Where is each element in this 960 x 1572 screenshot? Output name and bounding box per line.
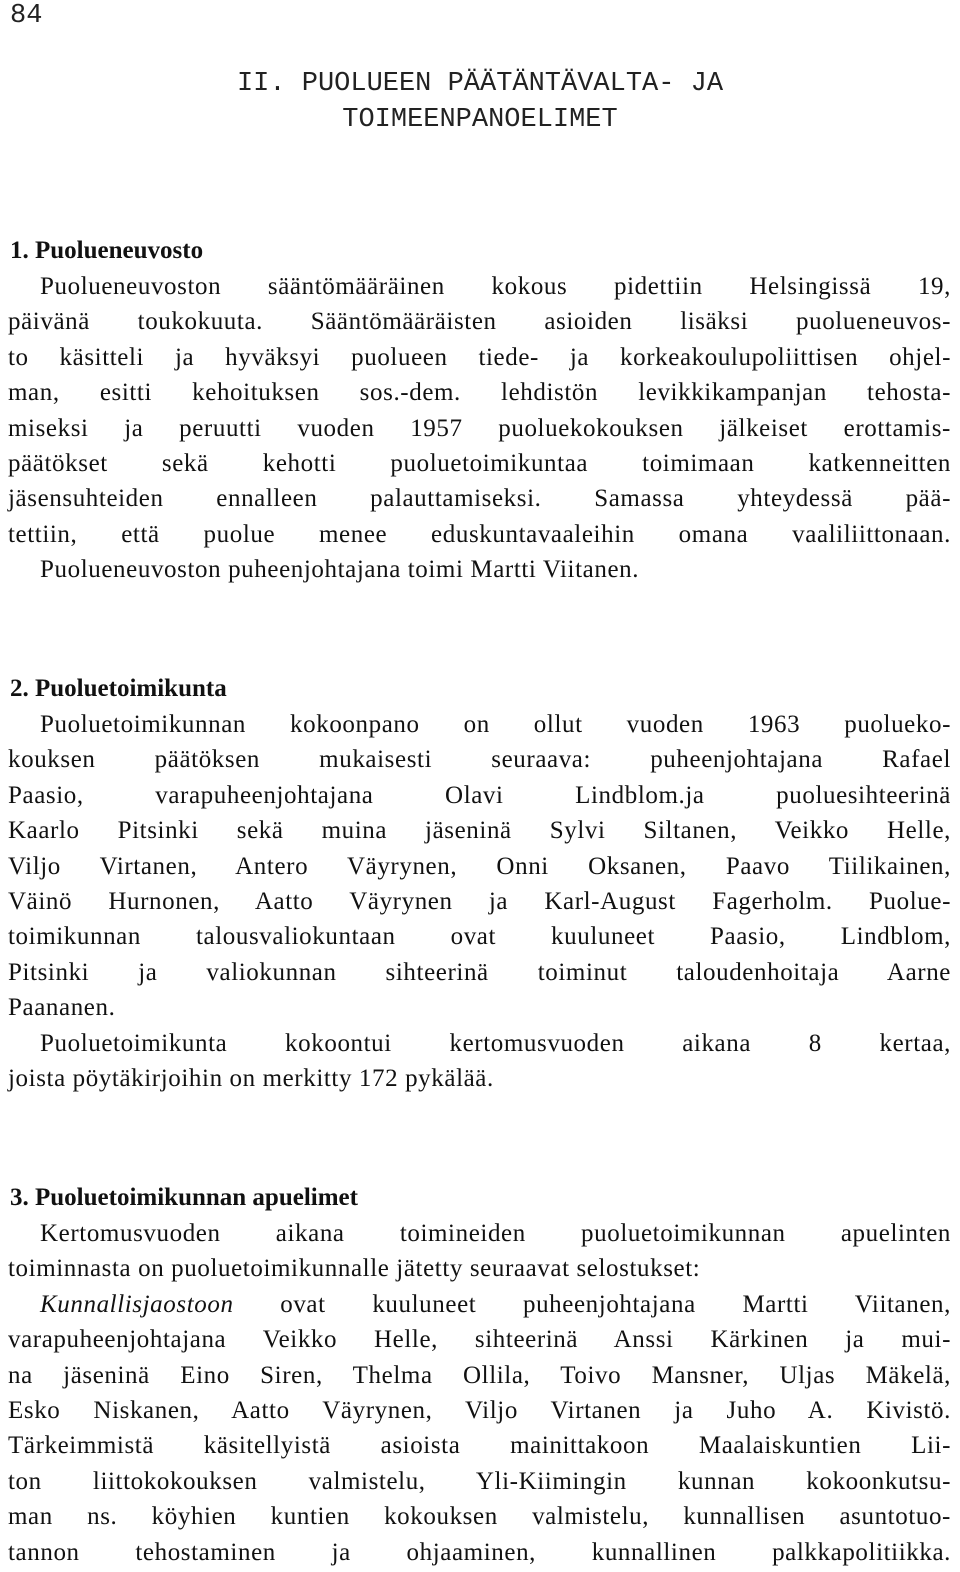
page-number: 84 bbox=[10, 1, 43, 31]
text-line: joista pöytäkirjoihin on merkitty 172 pykälää. bbox=[8, 1065, 494, 1093]
section-3-paragraph bbox=[8, 1216, 951, 1570]
chapter-title bbox=[0, 66, 960, 138]
text-line: Viljo Virtanen, Antero Väyrynen, Onni Oksanen, Paavo Tiilikainen, bbox=[8, 852, 951, 880]
text-line: Esko Niskanen, Aatto Väyrynen, Viljo Virtanen ja Juho A. Kivistö. bbox=[8, 1397, 951, 1425]
section-2-paragraph bbox=[8, 707, 951, 1096]
lead-rest: ovat kuuluneet puheenjohtajana Martti Viitanen, bbox=[233, 1290, 951, 1318]
text-line: tannon tehostaminen ja ohjaaminen, kunnallinen palkkapolitiikka. bbox=[8, 1538, 951, 1566]
text-line: man, esitti kehoituksen sos.-dem. lehdistön levikkikampanjan tehosta- bbox=[8, 379, 951, 407]
chapter-title-line-1: II. PUOLUEEN PÄÄTÄNTÄVALTA- JA bbox=[236, 69, 724, 99]
text-line: päätökset sekä kehotti puoluetoimikuntaa toimimaan katkenneitten bbox=[8, 450, 951, 478]
text-line: Paasio, varapuheenjohtajana Olavi Lindblom.ja puoluesihteerinä bbox=[8, 781, 951, 809]
text-line: Tärkeimmistä käsitellyistä asioista mainittakoon Maalaiskuntien Lii- bbox=[8, 1432, 951, 1460]
text-line: jäsensuhteiden ennalleen palauttamiseksi. Samassa yhteydessä pää- bbox=[8, 485, 951, 513]
chapter-title-line-2: TOIMEENPANOELIMET bbox=[342, 105, 618, 135]
text-line: Väinö Hurnonen, Aatto Väyrynen ja Karl-August Fagerholm. Puolue- bbox=[8, 888, 951, 916]
text-line: ton liittokokouksen valmistelu, Yli-Kiimingin kunnan kokoonkutsu- bbox=[8, 1467, 951, 1495]
text-line: Kertomusvuoden aikana toimineiden puoluetoimikunnan apuelinten bbox=[40, 1220, 951, 1247]
italic-lead: Kunnallisjaostoon bbox=[40, 1290, 234, 1318]
section-3-heading: 3. Puoluetoimikunnan apuelimet bbox=[10, 1184, 358, 1211]
section-2-heading: 2. Puoluetoimikunta bbox=[10, 675, 227, 702]
text-line: päivänä toukokuuta. Sääntömääräisten asioiden lisäksi puolueneuvos- bbox=[8, 308, 951, 336]
text-line: man ns. köyhien kuntien kokouksen valmistelu, kunnallisen asuntotuo- bbox=[8, 1503, 951, 1531]
text-line: Puoluetoimikunnan kokoonpano on ollut vuoden 1963 puolueko- bbox=[40, 711, 951, 738]
text-line: miseksi ja peruutti vuoden 1957 puoluekokouksen jälkeiset erottamis- bbox=[8, 414, 951, 442]
text-line: Puolueneuvoston sääntömääräinen kokous pidettiin Helsingissä 19, bbox=[40, 273, 951, 300]
text-line: to käsitteli ja hyväksyi puolueen tiede- ja korkeakoulupoliittisen ohjel- bbox=[8, 343, 951, 371]
text-line: Puolueneuvoston puheenjohtajana toimi Martti Viitanen. bbox=[40, 556, 640, 584]
text-line: kouksen päätöksen mukaisesti seuraava: puheenjohtajana Rafael bbox=[8, 746, 951, 774]
text-line: Puoluetoimikunta kokoontui kertomusvuoden aikana 8 kertaa, bbox=[40, 1029, 951, 1057]
text-line: toiminnasta on puoluetoimikunnalle jätetty seuraavat selostukset: bbox=[8, 1255, 701, 1283]
text-line: Kaarlo Pitsinki sekä muina jäseninä Sylvi Siltanen, Veikko Helle, bbox=[8, 817, 951, 845]
text-line: na jäseninä Eino Siren, Thelma Ollila, Toivo Mansner, Uljas Mäkelä, bbox=[8, 1361, 951, 1389]
section-1-paragraph bbox=[8, 269, 951, 588]
text-line: tettiin, että puolue menee eduskuntavaaleihin omana vaaliliittonaan. bbox=[8, 520, 951, 548]
text-line: Paananen. bbox=[8, 994, 116, 1022]
text-line: varapuheenjohtajana Veikko Helle, sihteerinä Anssi Kärkinen ja mui- bbox=[8, 1326, 951, 1354]
text-line bbox=[8, 1287, 951, 1322]
text-line: Pitsinki ja valiokunnan sihteerinä toiminut taloudenhoitaja Aarne bbox=[8, 958, 951, 986]
section-1-heading: 1. Puolueneuvosto bbox=[10, 237, 204, 264]
text-line: toimikunnan talousvaliokuntaan ovat kuuluneet Paasio, Lindblom, bbox=[8, 923, 951, 951]
